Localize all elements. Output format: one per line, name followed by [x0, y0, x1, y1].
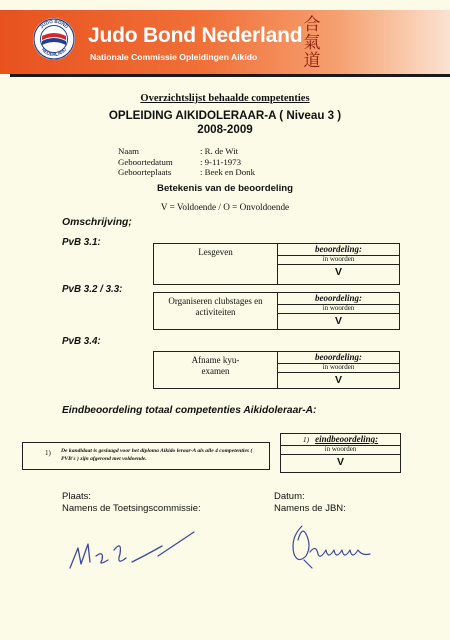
- final-grade-value: V: [336, 456, 344, 468]
- jbn-label: Namens de JBN:: [274, 503, 346, 514]
- grade-column: [278, 244, 399, 284]
- info-label: Geboorteplaats: [118, 167, 172, 177]
- candidate-info: [118, 146, 255, 178]
- grade-value: V: [334, 315, 342, 327]
- grade-column: [278, 293, 399, 329]
- final-grade-number: 1): [302, 435, 310, 444]
- competency-box: [153, 292, 400, 330]
- course-title: OPLEIDING AIKIDOLERAAR-A ( Niveau 3 ): [108, 109, 342, 122]
- competency-title: Organiseren clubstages en activiteiten: [154, 293, 278, 329]
- competency-box: [153, 243, 400, 285]
- grade-label: beoordeling:: [278, 293, 399, 305]
- svg-text:JUDO BOND: JUDO BOND: [38, 18, 70, 30]
- grade-label: beoordeling:: [278, 244, 399, 256]
- info-label: Geboortedatum: [118, 156, 173, 167]
- place-label: Plaats:: [62, 491, 92, 502]
- competency-title: Afname kyu-examen: [154, 352, 278, 388]
- info-label: Naam: [118, 146, 140, 156]
- commission-label: Namens de Toetsingscommissie:: [62, 503, 201, 514]
- final-condition-number: 1): [45, 449, 51, 457]
- final-condition-text: De kandidaat is geslaagd voor het diploma Aikido leraar-A als alle 4 competenties ( PVB's ) zijn afgerond met voldoende.: [61, 448, 253, 462]
- grade-words-label: in woorden: [278, 363, 399, 373]
- section-label: PvB 3.4:: [62, 336, 101, 347]
- final-condition-box: [22, 442, 270, 470]
- legend-heading: Betekenis van de beoordeling: [157, 183, 293, 194]
- info-row-name: [118, 146, 255, 157]
- aikido-kanji: 合 氣 道: [303, 15, 321, 71]
- info-value: : Beek en Donk: [200, 167, 255, 177]
- grade-value: V: [334, 374, 342, 386]
- description-heading: Omschrijving;: [62, 217, 132, 228]
- grade-words-label: in woorden: [278, 255, 399, 265]
- grade-words-label: in woorden: [281, 445, 400, 455]
- grade-column: [278, 352, 399, 388]
- info-row-birthplace: [118, 167, 255, 178]
- info-row-birthdate: [118, 157, 255, 168]
- competency-box: [153, 351, 400, 389]
- commission-signature: [62, 520, 202, 580]
- grade-label: beoordeling:: [278, 352, 399, 364]
- org-subtitle: Nationale Commissie Opleidingen Aikido: [90, 52, 258, 62]
- section-label: PvB 3.1:: [62, 237, 101, 248]
- jbn-signature: [286, 516, 386, 576]
- info-value: : 9-11-1973: [200, 156, 241, 167]
- grade-words-label: in woorden: [278, 304, 399, 314]
- final-grade-box: [280, 433, 401, 473]
- jbn-logo: [32, 17, 76, 61]
- header-divider: [10, 74, 450, 77]
- grade-value: V: [334, 266, 342, 278]
- section-label: PvB 3.2 / 3.3:: [62, 284, 123, 295]
- competency-title: Lesgeven: [154, 244, 278, 284]
- document-heading: Overzichtslijst behaalde competenties: [140, 93, 310, 104]
- svg-text:NEDERLAND: NEDERLAND: [40, 46, 68, 58]
- legend-text: V = Voldoende / O = Onvoldoende: [160, 202, 290, 212]
- final-heading: Eindbeoordeling totaal competenties Aikidoleraar-A:: [62, 405, 317, 416]
- course-years: 2008-2009: [197, 123, 253, 136]
- date-label: Datum:: [274, 491, 305, 502]
- info-value: : R. de Wit: [200, 146, 239, 156]
- final-grade-label-text: eindbeoordeling:: [315, 434, 379, 444]
- org-name: Judo Bond Nederland: [88, 24, 303, 47]
